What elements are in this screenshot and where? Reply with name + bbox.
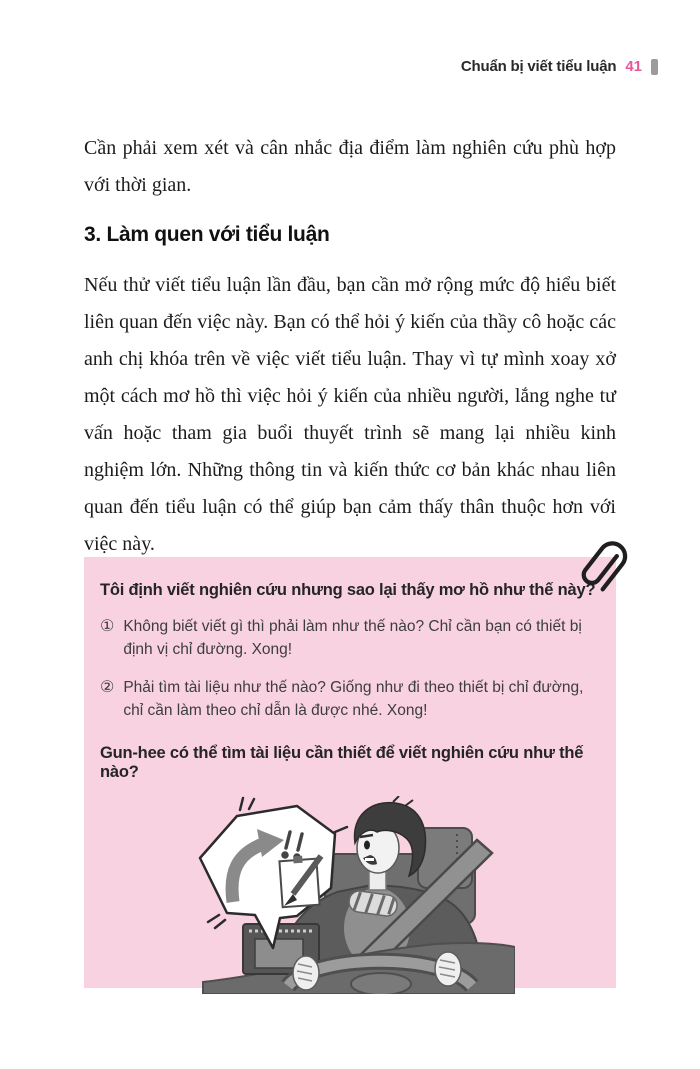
page-number-bar: [651, 59, 658, 75]
list-item: [84, 615, 616, 661]
list-item: [84, 676, 616, 722]
page-number: 41: [625, 58, 642, 75]
circled-number-1-icon: ①: [100, 618, 115, 635]
callout-box: [84, 557, 616, 988]
callout-title: Tôi định viết nghiên cứu nhưng sao lại thấy mơ hồ như thế này?: [100, 581, 596, 599]
running-title: Chuẩn bị viết tiểu luận: [460, 58, 617, 75]
circled-number-2-icon: ②: [100, 679, 115, 696]
section-heading: 3. Làm quen với tiểu luận: [84, 223, 330, 246]
section-body: Nếu thử viết tiểu luận lần đầu, bạn cần mở rộng mức độ hiểu biết liên quan đến việc này. Bạn có thể hỏi ý kiến của thầy cô hoặc các anh chị khóa trên về việc viết tiểu luận. Thay vì tự mình xoay xở một cách mơ hồ thì việc hỏi ý kiến của nhiều người, lắng nghe tư vấn hoặc tham gia buổi thuyết trình sẽ mang lại nhiều kinh nghiệm lớn. Những thông tin và kiến thức cơ bản khác nhau liên quan đến tiểu luận có thể giúp bạn cảm thấy thân thuộc hơn với việc này.: [84, 274, 616, 555]
illustration: [84, 796, 616, 994]
driving-illustration: [185, 796, 515, 994]
callout-question: Gun-hee có thể tìm tài liệu cần thiết để viết nghiên cứu như thế nào?: [100, 744, 584, 781]
list-item-text: Không biết viết gì thì phải làm như thế nào? Chỉ cần bạn có thiết bị định vị chỉ đường. Xong!: [123, 618, 582, 658]
list-item-text: Phải tìm tài liệu như thế nào? Giống như đi theo thiết bị chỉ đường, chỉ cần làm theo chỉ dẫn là được nhé. Xong!: [123, 679, 584, 719]
intro-paragraph: Cần phải xem xét và cân nhắc địa điểm làm nghiên cứu phù hợp với thời gian.: [84, 137, 616, 196]
running-header: [84, 58, 658, 75]
